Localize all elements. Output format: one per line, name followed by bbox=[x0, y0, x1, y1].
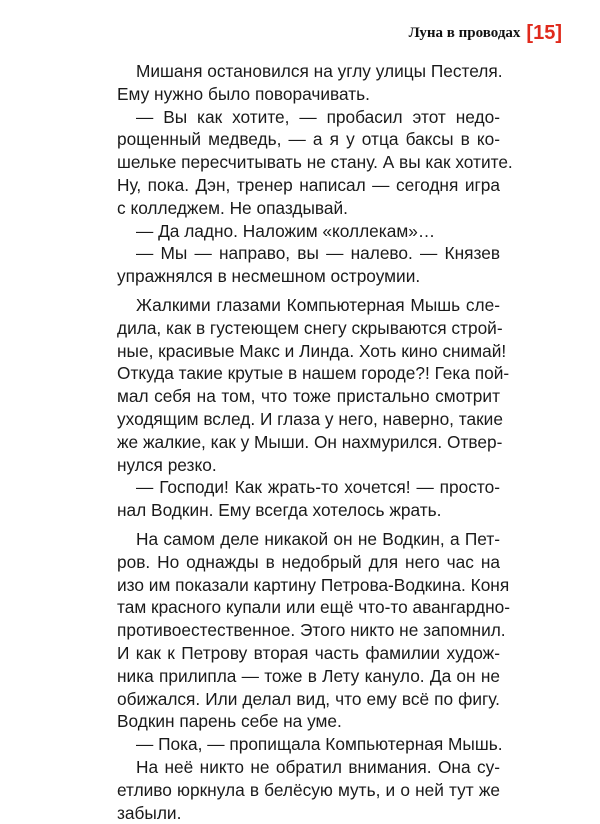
text-line: обижался. Или делал вид, что ему всё по фигу. bbox=[117, 688, 500, 711]
page-number-value: 15 bbox=[533, 22, 555, 44]
paragraph bbox=[117, 733, 500, 756]
text-line: там красного купали или ещё что-то авангардно- bbox=[117, 596, 500, 619]
paragraph bbox=[117, 294, 500, 476]
text-line: — Вы как хотите, — пробасил этот недо- bbox=[117, 106, 500, 129]
running-title: Луна в проводах bbox=[409, 25, 521, 42]
text-line: ные, красивые Макс и Линда. Хоть кино снимай! bbox=[117, 340, 500, 363]
text-line: етливо юркнула в белёсую муть, и о ней тут же bbox=[117, 779, 500, 802]
text-line: уходящим вслед. И глаза у него, наверно, такие bbox=[117, 408, 500, 431]
paragraph bbox=[117, 60, 500, 106]
text-line: нулся резко. bbox=[117, 454, 500, 477]
text-line: изо им показали картину Петрова-Водкина. Коня bbox=[117, 574, 500, 597]
page-number-close-bracket: ] bbox=[555, 22, 562, 44]
text-line: Водкин парень себе на уме. bbox=[117, 710, 500, 733]
text-line: рощенный медведь, — а я у отца баксы в ко- bbox=[117, 128, 500, 151]
paragraph bbox=[117, 242, 500, 288]
text-line: с колледжем. Не опаздывай. bbox=[117, 197, 500, 220]
text-line: противоестественное. Этого никто не запомнил. bbox=[117, 619, 500, 642]
text-line: шельке пересчитывать не стану. А вы как хотите. bbox=[117, 151, 500, 174]
text-line: упражнялся в несмешном остроумии. bbox=[117, 265, 500, 288]
text-line: дила, как в густеющем снегу скрываются строй- bbox=[117, 317, 500, 340]
text-line: На неё никто не обратил внимания. Она су- bbox=[117, 756, 500, 779]
text-line: ров. Но однажды в недобрый для него час на bbox=[117, 551, 500, 574]
paragraph bbox=[117, 106, 500, 220]
body-text bbox=[117, 60, 500, 824]
text-line: Мишаня остановился на углу улицы Пестеля. bbox=[117, 60, 500, 83]
paragraph bbox=[117, 220, 500, 243]
text-line: забыли. bbox=[117, 802, 500, 824]
text-line: Жалкими глазами Компьютерная Мышь сле- bbox=[117, 294, 500, 317]
text-line: Ему нужно было поворачивать. bbox=[117, 83, 500, 106]
page-number-open-bracket: [ bbox=[526, 22, 533, 44]
page-number bbox=[526, 23, 562, 43]
text-line: — Пока, — пропищала Компьютерная Мышь. bbox=[117, 733, 500, 756]
text-line: нал Водкин. Ему всегда хотелось жрать. bbox=[117, 499, 500, 522]
paragraph bbox=[117, 528, 500, 733]
text-line: И как к Петрову вторая часть фамилии худож- bbox=[117, 642, 500, 665]
text-line: — Да ладно. Наложим «коллекам»… bbox=[117, 220, 500, 243]
text-line: же жалкие, как у Мыши. Он нахмурился. Отвер- bbox=[117, 431, 500, 454]
text-line: мал себя на том, что тоже пристально смотрит bbox=[117, 385, 500, 408]
text-line: Откуда такие крутые в нашем городе?! Гека пой- bbox=[117, 362, 500, 385]
paragraph bbox=[117, 756, 500, 824]
text-line: — Мы — направо, вы — налево. — Князев bbox=[117, 242, 500, 265]
page-header bbox=[409, 23, 562, 43]
text-line: — Господи! Как жрать-то хочется! — просто- bbox=[117, 476, 500, 499]
text-line: На самом деле никакой он не Водкин, а Пет- bbox=[117, 528, 500, 551]
text-line: Ну, пока. Дэн, тренер написал — сегодня игра bbox=[117, 174, 500, 197]
paragraph bbox=[117, 476, 500, 522]
text-line: ника прилипла — тоже в Лету кануло. Да он не bbox=[117, 665, 500, 688]
